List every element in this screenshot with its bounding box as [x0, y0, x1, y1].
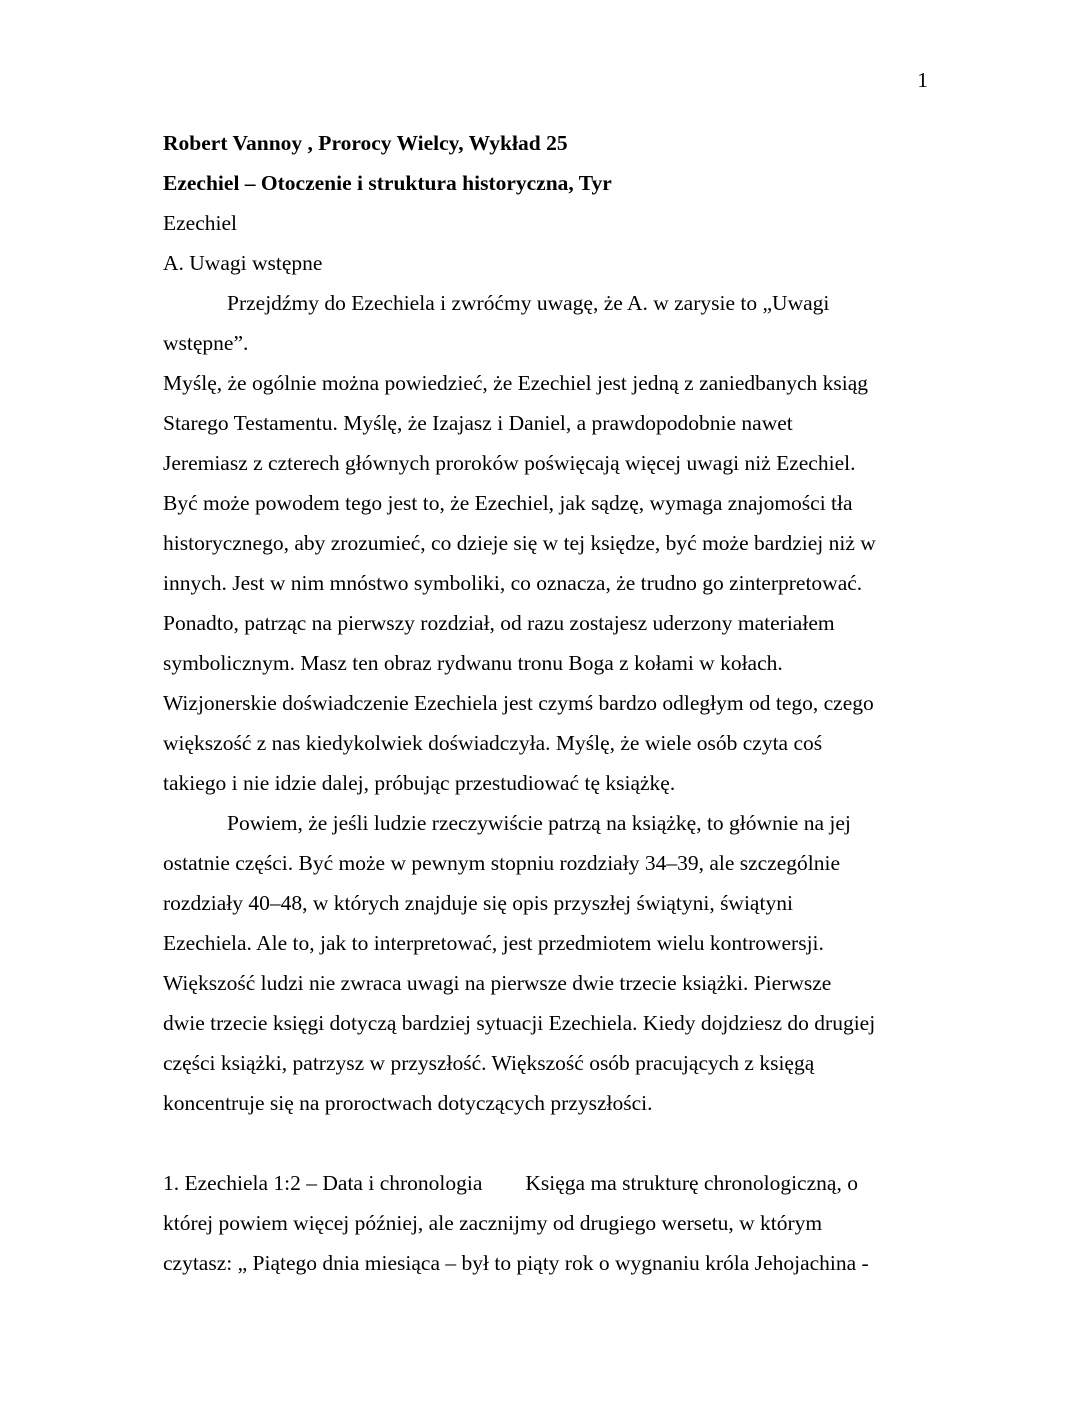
document-content [163, 123, 933, 1283]
text-line: Powiem, że jeśli ludzie rzeczywiście patrzą na książkę, to głównie na jej [227, 811, 851, 835]
text-line: większość z nas kiedykolwiek doświadczyła. Myślę, że wiele osób czyta coś [163, 731, 823, 755]
text-line: Wizjonerskie doświadczenie Ezechiela jest czymś bardzo odległym od tego, czego [163, 691, 874, 715]
text-line: Przejdźmy do Ezechiela i zwróćmy uwagę, że A. w zarysie to „Uwagi [227, 291, 830, 315]
text-line: takiego i nie idzie dalej, próbując przestudiować tę książkę. [163, 771, 676, 795]
text-line: której powiem więcej później, ale zacznijmy od drugiego wersetu, w którym [163, 1211, 823, 1235]
text-line: Ezechiela. Ale to, jak to interpretować, jest przedmiotem wielu kontrowersji. [163, 931, 824, 955]
text-line: 1. Ezechiela 1:2 – Data i chronologia Księga ma strukturę chronologiczną, o [163, 1171, 858, 1195]
text-line: rozdziały 40–48, w których znajduje się opis przyszłej świątyni, świątyni [163, 891, 793, 915]
text-line: Większość ludzi nie zwraca uwagi na pierwsze dwie trzecie książki. Pierwsze [163, 971, 832, 995]
text-line: ostatnie części. Być może w pewnym stopniu rozdziały 34–39, ale szczególnie [163, 851, 841, 875]
page-number: 1 [917, 68, 928, 92]
text-line: Jeremiasz z czterech głównych proroków poświęcają więcej uwagi niż Ezechiel. [163, 451, 856, 475]
text-line: Myślę, że ogólnie można powiedzieć, że Ezechiel jest jedną z zaniedbanych ksiąg [163, 371, 869, 395]
title-line: Robert Vannoy , Prorocy Wielcy, Wykład 25 [163, 131, 568, 155]
text-line: Ezechiel [163, 211, 238, 235]
text-line: części książki, patrzysz w przyszłość. Większość osób pracujących z księgą [163, 1051, 815, 1075]
text-line: czytasz: „ Piątego dnia miesiąca – był to piąty rok o wygnaniu króla Jehojachina - [163, 1251, 869, 1275]
text-line: A. Uwagi wstępne [163, 251, 323, 275]
text-line: dwie trzecie księgi dotyczą bardziej sytuacji Ezechiela. Kiedy dojdziesz do drugiej [163, 1011, 876, 1035]
text-line: historycznego, aby zrozumieć, co dzieje się w tej księdze, być może bardziej niż w [163, 531, 876, 555]
text-line: Ponadto, patrząc na pierwszy rozdział, od razu zostajesz uderzony materiałem [163, 611, 835, 635]
text-line: innych. Jest w nim mnóstwo symboliki, co oznacza, że trudno go zinterpretować. [163, 571, 863, 595]
text-line [163, 1123, 933, 1163]
text-line: symbolicznym. Masz ten obraz rydwanu tronu Boga z kołami w kołach. [163, 651, 783, 675]
text-line: Starego Testamentu. Myślę, że Izajasz i Daniel, a prawdopodobnie nawet [163, 411, 793, 435]
text-line: wstępne”. [163, 331, 249, 355]
title-line: Ezechiel – Otoczenie i struktura historyczna, Tyr [163, 171, 612, 195]
text-line: koncentruje się na proroctwach dotyczących przyszłości. [163, 1091, 653, 1115]
text-line: Być może powodem tego jest to, że Ezechiel, jak sądzę, wymaga znajomości tła [163, 491, 853, 515]
